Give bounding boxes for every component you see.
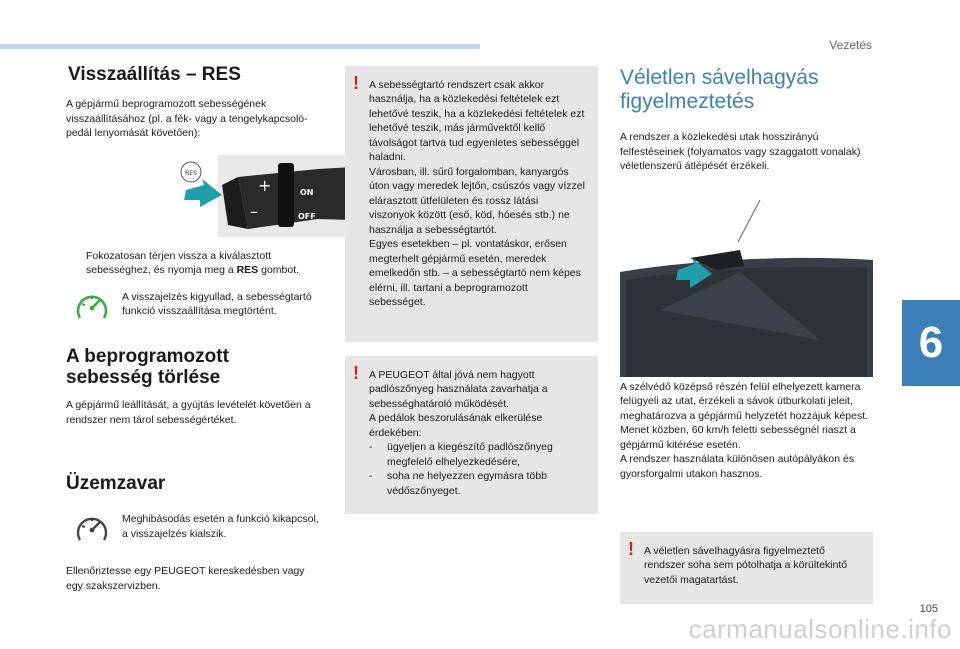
stalk-res-label: RES [185, 169, 197, 177]
svg-text:+: + [258, 175, 272, 195]
cruise-control-indicator-icon [72, 288, 112, 328]
section-title: Vezetés [829, 38, 872, 52]
warning-box-floor-mat: ! A PEUGEOT által jóvá nem hagyott padlószőnyeg használata zavarhatja a sebességhatároló működését. A pedálok beszorulásának elkerülése érdekében: - ügyeljen a kiegészítő padlószőnyeg megfelelő elhelyezkedésére, - soha ne helyezzen egymásra több védőszőnyeget. [345, 356, 598, 514]
res-button-label: RES [236, 264, 259, 277]
lane-heading: Véletlen sávelhagyás figyelmeztetés [620, 66, 819, 114]
cruise-control-off-icon [72, 510, 112, 550]
camera-icon [620, 200, 873, 377]
page-number: 105 [919, 603, 938, 615]
fault-heading: Üzemzavar [66, 473, 166, 495]
list-item: - soha ne helyezzen egymásra több védőszőnyeget. [369, 470, 547, 497]
teal-arrow-icon [184, 179, 222, 207]
erase-heading: A beprogramozott sebesség törlése [66, 345, 229, 388]
svg-text:–: – [250, 201, 258, 221]
fault-text: Ellenőriztesse egy PEUGEOT kereskedésben vagy egy szakszervizben. [66, 565, 305, 592]
res-intro: A gépjármű beprogramozott sebességének visszaállításához (pl. a fék- vagy a tengelykapcsoló-pedál lenyomását követően): [66, 98, 308, 140]
svg-text:ON: ON [300, 187, 314, 197]
list-item: - ügyeljen a kiegészítő padlószőnyeg megfelelő elhelyezkedésére, [369, 441, 553, 468]
res-heading: Visszaállítás – RES [68, 64, 241, 85]
warning-icon: ! [353, 363, 359, 383]
watermark: carmanualsonline.info [688, 614, 952, 644]
fault-indicator-note: Meghibásodás esetén a funkció kikapcsol, a visszajelzés kialszik. [66, 510, 324, 550]
res-bullet: Fokozatosan térjen vissza a kiválasztott sebességhez, és nyomja meg a RES gombot. [66, 249, 324, 278]
warning-icon: ! [628, 539, 634, 559]
warning-box-lane-departure: ! A véletlen sávelhagyásra figyelmeztető rendszer soha sem pótolhatja a körültekintő vezetői magatartást. [620, 532, 873, 604]
bullet-mark [66, 249, 86, 278]
lane-description: A szélvédő középső részén felül elhelyezett kamera felügyeli az utat, érzékeli a sávok útburkolati jeleit, meghatározva a gépjármű helyzetét hozzájuk képest. Menet közben, 60 km/h feletti sebességnél riaszt a gépjármű kitérése esetén. A rendszer használata különösen autópályákon és gyorsforgalmi utakon hasznos. [620, 381, 869, 480]
warning-icon: ! [353, 73, 359, 93]
windshield-camera-illustration [620, 200, 873, 377]
left-column [66, 64, 324, 593]
svg-text:OFF: OFF [298, 211, 316, 221]
erase-text: A gépjármű leállítását, a gyújtás levételét követően a rendszer nem tárol sebességértéket. [66, 399, 311, 426]
right-column [620, 66, 876, 174]
res-indicator-note: A visszajelzés kigyullad, a sebességtartó funkció visszaállítása megtörtént. [66, 288, 324, 328]
header-bar [0, 44, 480, 49]
chapter-tab: 6 [902, 300, 960, 386]
lane-intro: A rendszer a közlekedési utak hosszirányú felfestéseinek (folyamatos vagy szaggatott vonalak) véletlenszerű átlépését érzékeli. [620, 131, 861, 173]
warning-box-cruise-usage: ! A sebességtartó rendszert csak akkor használja, ha a közlekedési feltételek ezt lehetővé teszik, ha a közlekedési feltételek ezt lehetővé teszik, más járművektől kellő távolságot tartva tud egyenletes sebességgel haladni. Városban, ill. sűrű forgalomban, kanyargós úton vagy meredek lejtőn, csúszós vagy vízzel elárasztott útfelületen és rossz látási viszonyok között (eső, köd, hóesés stb.) ne használja a sebességtartót. Egyes esetekben – pl. vontatáskor, erősen megterhelt gépjármű esetén, meredek emelkedőn stb. – a sebességtartó nem képes elérni, ill. tartani a beprogramozott sebességet. [345, 66, 598, 342]
